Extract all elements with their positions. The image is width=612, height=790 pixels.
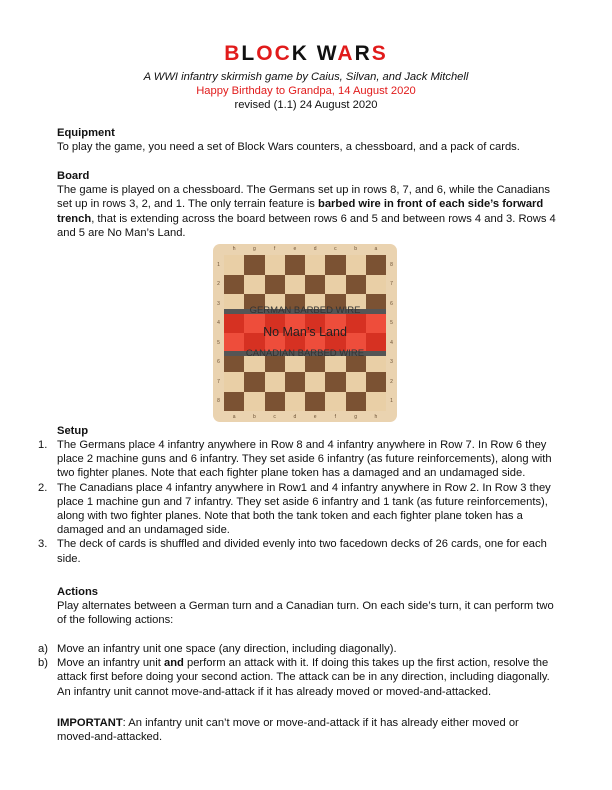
rank-labels-right	[387, 255, 396, 411]
file-label: h	[374, 414, 378, 420]
title-letter: A	[337, 42, 355, 65]
file-label: g	[354, 414, 358, 420]
board-square	[285, 275, 305, 295]
title-letter: O	[256, 42, 275, 65]
file-label: h	[232, 246, 236, 252]
file-label: f	[334, 414, 337, 420]
board-square	[244, 392, 264, 412]
file-label: a	[232, 414, 236, 420]
title-letter: L	[241, 42, 257, 65]
board-heading: Board	[57, 170, 90, 182]
list-text: The deck of cards is shuffled and divided evenly into two facedown decks of 26 cards, one for each side.	[57, 538, 547, 565]
file-labels-bottom	[224, 414, 386, 420]
rank-label: 6	[390, 300, 393, 307]
file-label: c	[334, 246, 337, 252]
list-text-part: Move an infantry unit	[57, 657, 164, 670]
important-text: : An infantry unit can’t move or move-and-attack if it has already either moved or moved-and-attacked.	[57, 717, 519, 744]
actions-section	[57, 585, 557, 628]
board-square	[346, 255, 366, 275]
german-wire-label: GERMAN BARBED WIRE	[249, 305, 361, 316]
board-square	[346, 275, 366, 295]
list-marker: 3.	[38, 538, 48, 551]
setup-heading-block	[57, 424, 557, 438]
title-letter: W	[316, 42, 338, 65]
rank-label: 8	[217, 398, 220, 405]
board-section	[57, 169, 557, 240]
rank-label: 7	[217, 378, 220, 385]
file-label: e	[293, 246, 297, 252]
title-letter: B	[224, 42, 242, 65]
file-label: d	[313, 246, 317, 252]
rank-label: 1	[217, 261, 220, 268]
file-label: c	[273, 414, 276, 420]
board-square	[305, 392, 325, 412]
board-square	[325, 275, 345, 295]
actions-list	[38, 642, 558, 699]
board-square	[265, 255, 285, 275]
list-text: The Canadians place 4 infantry anywhere in Row1 and 4 infantry anywhere in Row 2. In Row 3 they place 1 machine gun and 7 infantry. They set aside 6 infantry and 1 tank (as future reinforcements), along with two fighter planes. Note that both the tank token and each fighter plane token has a damaged and an undamaged side.	[57, 481, 551, 537]
list-text	[57, 656, 558, 699]
board-square	[285, 392, 305, 412]
board-square	[305, 372, 325, 392]
list-item	[38, 642, 558, 656]
title-letter: C	[274, 42, 292, 65]
canadian-wire-label: CANADIAN BARBED WIRE	[245, 348, 365, 359]
list-marker: 1.	[38, 439, 48, 451]
actions-intro: Play alternates between a German turn and a Canadian turn. On each side’s turn, it can perform two of the following actions:	[57, 600, 554, 627]
equipment-section	[57, 126, 557, 154]
board-square	[305, 275, 325, 295]
board-text-part: The game is played on a chessboard. The Germans set up in rows 8, 7, and 6, while the Canadians set up in rows 3, 2, and 1. The only terrain feature is	[57, 184, 550, 211]
setup-list	[38, 438, 558, 566]
rank-label: 5	[217, 339, 220, 346]
list-text-part: perform an attack with it. If doing this takes up the first action, resolve the attack first before doing your second action. The attack can be in any direction, including diagonally. An infantry unit cannot move-and-attack if it has already moved or moved-and-attacked.	[57, 657, 550, 698]
file-label: b	[354, 246, 358, 252]
board-square	[346, 392, 366, 412]
file-label: a	[374, 246, 378, 252]
birthday-dedication: Happy Birthday to Grandpa, 14 August 2020	[196, 85, 416, 97]
rank-label: 6	[217, 359, 220, 366]
important-note	[57, 716, 557, 744]
file-label: g	[252, 246, 256, 252]
actions-heading: Actions	[57, 586, 99, 598]
board-square	[366, 275, 386, 295]
board-square	[366, 372, 386, 392]
board-square	[224, 392, 244, 412]
board-square	[244, 372, 264, 392]
list-text: The Germans place 4 infantry anywhere in Row 8 and 4 infantry anywhere in Row 7. In Row 6 they place 2 machine guns and 6 infantry. They set aside 6 infantry (as future reinforcements), along with two fighter planes. Note that each fighter plane token has a damaged and an undamaged side.	[57, 439, 552, 480]
title-letter: K	[291, 42, 309, 65]
file-label: e	[313, 414, 317, 420]
board-square	[285, 255, 305, 275]
equipment-heading: Equipment	[57, 127, 115, 139]
board-text	[57, 183, 557, 240]
board-square	[265, 275, 285, 295]
file-labels-top	[224, 246, 386, 252]
no-mans-land-label: No Man’s Land	[263, 325, 347, 339]
board-square	[325, 392, 345, 412]
board-square	[346, 372, 366, 392]
rank-label: 4	[217, 320, 220, 327]
board-square	[325, 255, 345, 275]
board-square	[265, 372, 285, 392]
rank-label: 7	[390, 281, 393, 288]
board-square	[305, 255, 325, 275]
board-text-part: , that is extending across the board between rows 6 and 5 and between rows 4 and 3. Rows 4 and 5 are No Man’s Land.	[57, 212, 556, 239]
board-square	[325, 372, 345, 392]
rank-label: 1	[390, 398, 393, 405]
rank-labels-left	[214, 255, 223, 411]
important-label: IMPORTANT	[57, 717, 123, 729]
title-letter: S	[371, 42, 388, 65]
board-square	[224, 255, 244, 275]
list-item	[38, 438, 558, 481]
revision-note: revised (1.1) 24 August 2020	[234, 99, 378, 111]
file-label: f	[273, 246, 276, 252]
equipment-text: To play the game, you need a set of Block Wars counters, a chessboard, and a pack of cards.	[57, 141, 520, 154]
list-text: Move an infantry unit one space (any direction, including diagonally).	[57, 643, 397, 655]
list-marker: a)	[38, 643, 48, 655]
document-title	[0, 42, 612, 66]
file-label: b	[252, 414, 256, 420]
list-item	[38, 656, 558, 699]
board-square	[366, 392, 386, 412]
board-square	[224, 275, 244, 295]
list-marker: 2.	[38, 481, 48, 494]
rank-label: 8	[390, 261, 393, 268]
setup-heading: Setup	[57, 425, 89, 437]
file-label: d	[293, 414, 297, 420]
rank-label: 3	[217, 300, 220, 307]
board-text-bold: barbed wire in front of each side’s forward trench	[57, 198, 544, 225]
rank-label: 3	[390, 359, 393, 366]
list-marker: b)	[38, 657, 48, 670]
rank-label: 5	[390, 320, 393, 327]
rank-label: 4	[390, 339, 393, 346]
list-item	[38, 481, 558, 538]
list-text-bold: and	[163, 657, 184, 670]
board-square	[265, 392, 285, 412]
board-square	[224, 372, 244, 392]
board-square	[244, 255, 264, 275]
chessboard-image	[213, 244, 397, 422]
title-letter: R	[354, 42, 372, 65]
rank-label: 2	[217, 281, 220, 288]
list-item	[38, 537, 558, 565]
document-subtitle: A WWI infantry skirmish game by Caius, Silvan, and Jack Mitchell	[143, 71, 469, 83]
board-square	[285, 372, 305, 392]
board-square	[366, 255, 386, 275]
board-square	[244, 275, 264, 295]
rank-label: 2	[390, 378, 393, 385]
